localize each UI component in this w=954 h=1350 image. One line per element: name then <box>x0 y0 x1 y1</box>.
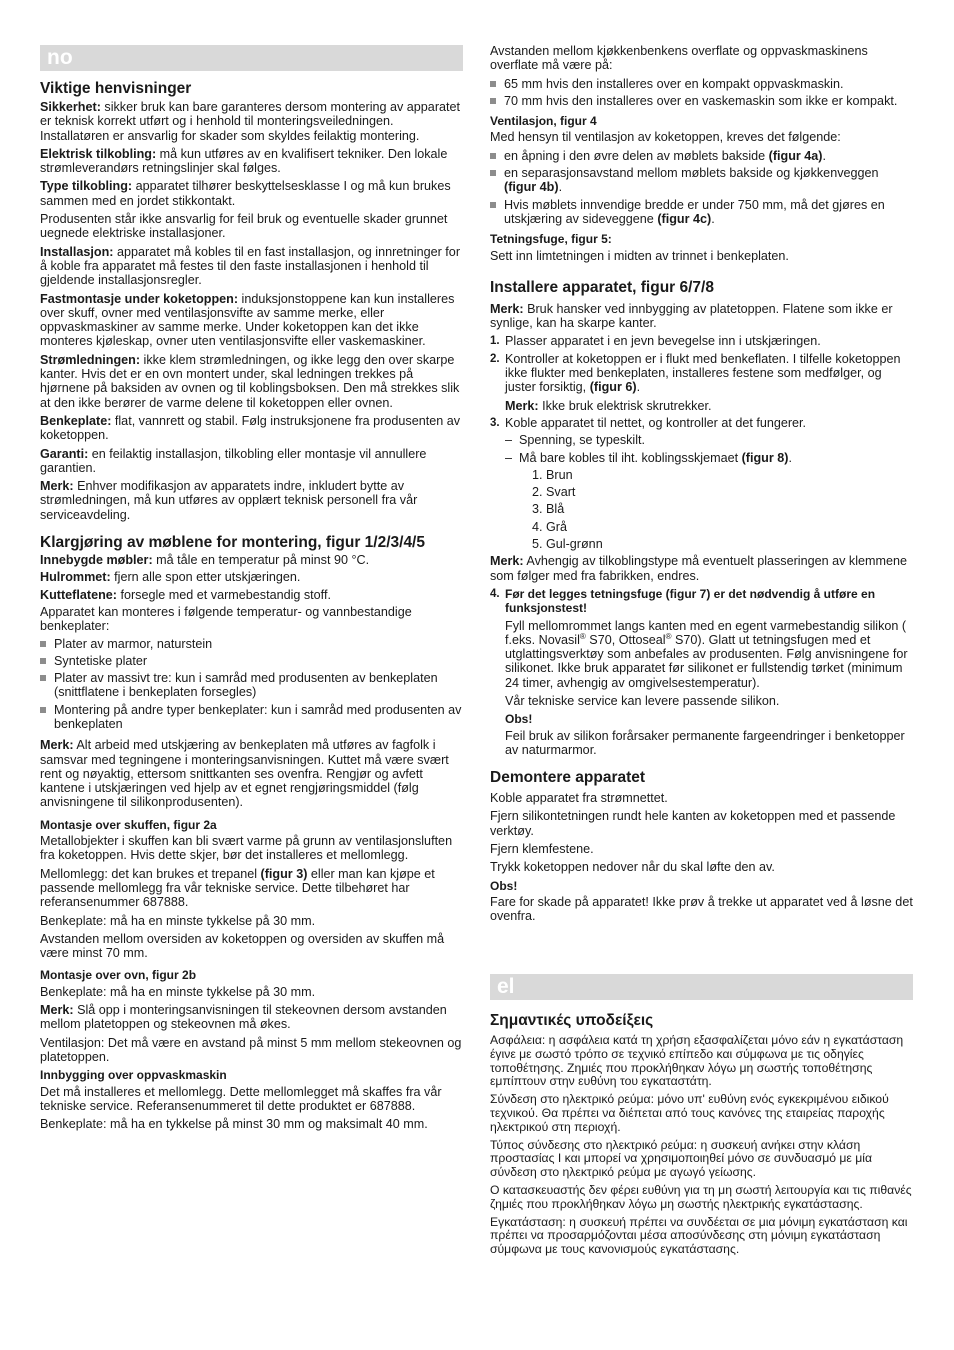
subsection-title-dishwasher: Innbygging over oppvaskmaskin <box>40 1068 227 1083</box>
distance-item: 65 mm hvis den installeres over en kompakt oppvaskmaskin. <box>490 77 913 91</box>
seal-paragraph: Sett inn limtetningen i midten av trinnet i benkeplaten. <box>490 248 789 263</box>
note-text: flat, vannrett og stabil. Følg instruksjonene fra produsenten av koketoppen. <box>40 413 461 443</box>
note-text: apparatet tilhører beskyttelsesklasse I og må kun brukes sammen med en jordet stikkontakt. <box>40 179 451 208</box>
language-bar-el <box>490 974 913 1000</box>
warning-title: Obs! <box>505 712 533 727</box>
note-paragraph <box>40 479 463 522</box>
prep-text: må tåle en temperatur på minst 90 °C. <box>152 553 370 568</box>
important-notes-list <box>40 100 463 522</box>
language-code: no <box>47 46 73 69</box>
note-label: Installasjon: <box>40 244 114 259</box>
ventilation-end: . <box>711 211 715 226</box>
section-title-important-notes: Viktige henvisninger <box>40 80 192 97</box>
prep-paragraph <box>40 588 463 602</box>
greek-section <box>490 1012 913 1261</box>
wire-color-list <box>519 468 913 551</box>
prep-paragraph <box>40 570 463 584</box>
install-step: 4. Før det legges tetningsfuge (figur 7) er det nødvendig å utføre en funksjonstest! Fyll mellomrommet langs kanten med en egent varmebestandig silikon ( f.eks. Novasil® S70, Ottoseal® S70). Glatt ut tetningsfugen med et utglattingsverktøy som anbefales av produsenten. Følg anvisningene for silikonet. Ikke bruk apparatet før silikonet er fullstendig tørket (minimum 24 timer, avhengig av omgivelsestemperatur). Vår tekniske service kan levere passende silikon. Obs! Feil bruk av silikon forårsaker permanente fargeendringer i benketopper av naturmarmor. <box>490 587 913 757</box>
section-title-furniture-preparation: Klargjøring av møblene for montering, figur 1/2/3/4/5 <box>40 534 425 552</box>
install-steps-cont <box>490 587 913 757</box>
note-text: en feilaktig installasjon, tilkobling eller montasje vil annullere garantien. <box>40 446 427 475</box>
ventilation-intro: Med hensyn til ventilasjon av koketoppen, kreves det følgende: <box>490 130 841 145</box>
language-code: el <box>497 975 515 998</box>
countertop-types-list <box>40 637 463 732</box>
note-text: Produsenten står ikke ansvarlig for feil bruk og eventuelle skader grunnet uegnede elektriske installasjoner. <box>40 212 448 241</box>
ventilation-item <box>490 198 913 227</box>
section-title-greek: Σημαντικές υποδείξεις <box>490 1012 654 1029</box>
note-text: sikker bruk kan bare garanteres dersom montering av apparatet er teknisk korrekt utført og i henhold til monteringsveiledningen. Installatøren er ansvarlig for skader som skyldes feilaktig montering. <box>40 100 461 143</box>
right-column <box>490 44 913 928</box>
screwdriver-note: Merk: Ikke bruk elektrisk skrutrekker. <box>505 398 712 413</box>
note-label: Strømledningen: <box>40 352 141 367</box>
dishwasher-distance-intro: Avstanden mellom kjøkkenbenkens overflate og oppvaskmaskinens overflate må være på: <box>490 44 868 73</box>
silicone-warning: Feil bruk av silikon forårsaker permanente fargeendringer i benketopper av naturmarmor. <box>505 728 905 757</box>
silicone-service-paragraph: Vår tekniske service kan levere passende silikon. <box>505 693 780 708</box>
countertop-type-item: Montering på andre typer benkeplater: kun i samråd med produsenten av benkeplaten <box>40 703 463 732</box>
preparation-list <box>40 553 463 633</box>
figure-ref: (figur 4c) <box>657 211 712 226</box>
greek-paragraph: Τύπος σύνδεσης στο ηλεκτρικό ρεύμα: η συσκευή ανήκει στην κλάση προστασίας I και μπορεί να χρησιμοποιηθεί μόνο σε συνδυασμό με μία σύνδεση στο ηλεκτρικό ρεύμα με αγωγό γείωσης. <box>490 1137 873 1180</box>
removal-warning: Fare for skade på apparatet! Ikke prøv å trekke ut apparatet ved å løsne det ovenfra. <box>490 894 913 924</box>
note-text: må kun utføres av en kvalifisert tekniker. Den lokale strømleverandørs retningslinjer skal følges. <box>40 146 448 176</box>
greek-paragraph: Ασφάλεια: η ασφάλεια κατά τη χρήση εξασφαλίζεται μόνο εάν η εγκατάσταση έγινε με σωστό τρόπο σε τεχνικό επίπεδο και σύμφωνα με τις οδηγίες τοποθέτησης. Ζημιές που προκλήθηκαν λόγω μη σωστής τοποθέτησης εμπίπτουν στην ευθύνη του εγκαταστάτη. <box>490 1033 904 1089</box>
drawer-spacer-paragraph: Mellomlegg: det kan brukes et trepanel (figur 3) eller man kan kjøpe et passende mellomlegg fra vår tekniske service. Dette tilbehøret har referansenummer 687888. <box>40 866 435 910</box>
install-steps <box>490 334 913 551</box>
figure-ref: (figur 4a) <box>768 148 823 163</box>
note-label: Type tilkobling: <box>40 179 133 194</box>
note-text: ikke klem strømledningen, og ikke legg den over skarpe kanter. Hvis det er en ovn montert under, skal ledningen trekkes på hjørnene på baksiden av ovnen og til koblingsboksen. Den må strekkes slik at den ikke berører de varme delene til koketoppen eller ovnen. <box>40 352 460 410</box>
connection-item: – Spenning, se typeskilt. <box>505 433 913 447</box>
left-column <box>40 44 463 1135</box>
install-step: 2. Kontroller at koketoppen er i flukt med benkeflaten. I tilfelle koketoppen ikke flukter med benkeplaten, installeres festene som medfølger, og juster forsiktig, (figur 6). Merk: Ikke bruk elektrisk skrutrekker. <box>490 352 913 413</box>
note-label: Fastmontasje under koketoppen: <box>40 291 239 306</box>
note-text: Enhver modifikasjon av apparatets indre, inkludert bytte av strømledningen, må kun utføres av opplært teknisk personell fra vår serviceavdeling. <box>40 479 418 522</box>
note-paragraph <box>40 245 463 288</box>
dishwasher-paragraph: Det må installeres et mellomlegg. Dette mellomlegget må skaffes fra vår tekniske service. Referansenummeret til dette produktet er 687888. <box>40 1084 442 1113</box>
prep-paragraph <box>40 605 463 634</box>
note-text: apparatet må kobles til en fast installasjon, og innretninger for å koble fra apparatet må festes til den faste installasjonen i henhold til gjeldende installasjonsregler. <box>40 244 461 288</box>
oven-note: Merk: Slå opp i monteringsanvisningen til stekeovnen dersom avstanden mellom platetoppen og stekeovnen må økes. <box>40 1003 447 1032</box>
note-paragraph <box>40 100 463 143</box>
install-step: 1. Plasser apparatet i en jevn bevegelse inn i utskjæringen. <box>490 334 821 349</box>
terminal-note: Merk: Avhengig av tilkoblingstype må eventuelt plasseringen av klemmene som følger med fra fabrikken, endres. <box>490 554 907 583</box>
figure-ref: (figur 4b) <box>504 180 559 195</box>
note-paragraph <box>40 212 463 241</box>
ventilation-list <box>490 149 913 226</box>
oven-countertop-paragraph: Benkeplate: må ha en minste tykkelse på 30 mm. <box>40 984 316 999</box>
note-paragraph <box>40 179 463 208</box>
prep-label: Hulrommet: <box>40 570 111 585</box>
subsection-title-ventilation: Ventilasjon, figur 4 <box>490 114 597 129</box>
wire-color-item: 2. Svart <box>532 485 576 500</box>
removal-step: Fjern klemfestene. <box>490 842 594 857</box>
section-title-remove: Demontere apparatet <box>490 769 646 787</box>
subsection-title-seal: Tetningsfuge, figur 5: <box>490 232 612 247</box>
note-paragraph <box>40 447 463 476</box>
dishwasher-distance-list <box>490 77 913 109</box>
ventilation-end: . <box>558 180 563 195</box>
note-paragraph <box>40 414 463 443</box>
greek-paragraph: Ο κατασκευαστής δεν φέρει ευθύνη για τη μη σωστή λειτουργία και τις πιθανές ζημιές που προκλήθηκαν λόγω μη σωστής ηλεκτρικής εγκατάστασης. <box>490 1182 912 1211</box>
greek-paragraph: Σύνδεση στο ηλεκτρικό ρεύμα: μόνο υπ' ευθύνη ενός εγκεκριμένου ειδικού τεχνικού. Θα πρέπει να διέπεται από τους κανόνες της εταιρείας παροχής ηλεκτρικού στη περιοχή. <box>490 1092 889 1134</box>
note-paragraph <box>40 353 463 410</box>
install-note: Merk: Bruk hansker ved innbygging av platetoppen. Flatene som ikke er synlige, kan ha skarpe kanter. <box>490 301 893 331</box>
removal-steps <box>490 791 913 874</box>
prep-paragraph <box>40 553 463 567</box>
greek-paragraphs <box>490 1034 913 1257</box>
note-text: induksjonstoppene kan kun installeres over skuff, ovner med ventilasjonsvifte av samme merke, eller oppvaskmaskiner av samme merke. Under koketoppen kan det ikke monteres kjøleskap, ovner uten ventilasjonsvifte eller vaskemaskiner. <box>40 291 455 349</box>
removal-step: Fjern silikontetningen rundt hele kanten av koketoppen med et passende verktøy. <box>490 809 896 838</box>
wire-color-item: 3. Blå <box>532 502 565 517</box>
prep-text: fjern alle spon etter utskjæringen. <box>110 570 301 585</box>
ventilation-item <box>490 166 913 195</box>
prep-text: forsegle med et varmebestandig stoff. <box>116 587 331 602</box>
ventilation-end: . <box>822 148 826 163</box>
connection-list <box>505 433 913 551</box>
removal-step: Koble apparatet fra strømnettet. <box>490 791 668 806</box>
subsection-title-drawer: Montasje over skuffen, figur 2a <box>40 817 217 832</box>
warning-title: Obs! <box>490 878 518 893</box>
removal-step: Trykk koketoppen nedover når du skal løfte den av. <box>490 860 775 875</box>
note-label: Elektrisk tilkobling: <box>40 146 157 161</box>
prep-label: Innebygde møbler: <box>40 553 153 568</box>
note-label: Sikkerhet: <box>40 100 101 114</box>
silicone-paragraph: Fyll mellomrommet langs kanten med en egent varmebestandig silikon ( f.eks. Novasil® S70, Ottoseal® S70). Glatt ut tetningsfugen med et utglattingsverktøy som anbefales av produsenten. Følg anvisningene for silikonet. Ikke bruk apparatet før silikonet er fullstendig tørket (minimum 24 timer, avhengig av omgivelsestemperatur). <box>505 618 908 690</box>
greek-paragraph: Εγκατάσταση: η συσκευή πρέπει να συνδέεται σε μια μόνιμη εγκατάσταση και πρέπει να προσαρμόζονται μέσα αποσύνδεσης στη μόνιμη εγκατάσταση σύμφωνα με τους κανονισμούς εγκατάστασης. <box>490 1214 908 1257</box>
prep-text: Apparatet kan monteres i følgende temperatur- og vannbestandige benkeplater: <box>40 604 412 634</box>
ventilation-text: en separasjonsavstand mellom møblets bakside og kjøkkenveggen <box>504 166 879 181</box>
wire-color-item: 4. Grå <box>532 519 567 534</box>
ventilation-text: Hvis møblets innvendige bredde er under 750 mm, må det gjøres en utskjæring av sideveggene <box>504 197 885 226</box>
wire-color-item: 5. Gul-grønn <box>532 537 603 552</box>
note-paragraph <box>40 292 463 349</box>
countertop-type-item: Plater av marmor, naturstein <box>40 637 463 651</box>
prep-label: Kutteflatene: <box>40 587 117 602</box>
note-paragraph <box>40 147 463 176</box>
distance-item: 70 mm hvis den installeres over en vaskemaskin som ikke er kompakt. <box>490 94 913 108</box>
connection-item: – Må bare kobles til iht. koblingsskjemaet (figur 8). 1. Brun 2. Svart 3. Blå 4. Grå 5. Gul-grønn <box>505 451 913 552</box>
dishwasher-countertop-paragraph: Benkeplate: må ha en tykkelse på minst 30 mm og maksimalt 40 mm. <box>40 1117 428 1132</box>
drawer-paragraph: Metallobjekter i skuffen kan bli svært varme på grunn av ventilasjonsluften fra koketoppen. Hvis dette skjer, bør det installeres et mellomlegg. <box>40 834 453 863</box>
note-label: Benkeplate: <box>40 413 112 428</box>
ventilation-text: en åpning i den øvre delen av møblets bakside <box>504 148 769 163</box>
note-label: Garanti: <box>40 446 89 461</box>
note-label: Merk: <box>40 479 74 494</box>
ventilation-item <box>490 149 913 163</box>
subsection-title-oven: Montasje over ovn, figur 2b <box>40 968 197 983</box>
countertop-type-item: Plater av massivt tre: kun i samråd med produsenten av benkeplaten (snittflatene i benkeplaten forsegles) <box>40 671 463 700</box>
countertop-type-item: Syntetiske plater <box>40 654 463 668</box>
install-step: 3. Koble apparatet til nettet, og kontroller at det fungerer. – Spenning, se typeskilt. – Må bare kobles til iht. koblingsskjemaet (figur 8). 1. Brun 2. Svart 3. Blå 4. Grå 5. Gul-grønn <box>490 416 913 551</box>
drawer-distance-paragraph: Avstanden mellom oversiden av koketoppen og oversiden av skuffen må være minst 70 mm. <box>40 931 445 961</box>
drawer-countertop-paragraph: Benkeplate: må ha en minste tykkelse på 30 mm. <box>40 913 316 928</box>
wire-color-item: 1. Brun <box>532 467 573 482</box>
oven-ventilation-paragraph: Ventilasjon: Det må være en avstand på minst 5 mm mellom stekeovnen og platetoppen. <box>40 1035 462 1064</box>
section-title-install: Installere apparatet, figur 6/7/8 <box>490 278 714 296</box>
cutout-note: Merk: Alt arbeid med utskjæring av benkeplaten må utføres av fagfolk i samsvar med tegningene i monteringsanvisningen. Kuttet må være svært rent og nøyaktig, ettersom snittkanten ses ovenfra. Rengjør og avfett kantene i utskjæringen ved hjelp av et egnet rengjøringsmiddel (følg anvisningene til silikonprodusenten). <box>40 738 449 810</box>
